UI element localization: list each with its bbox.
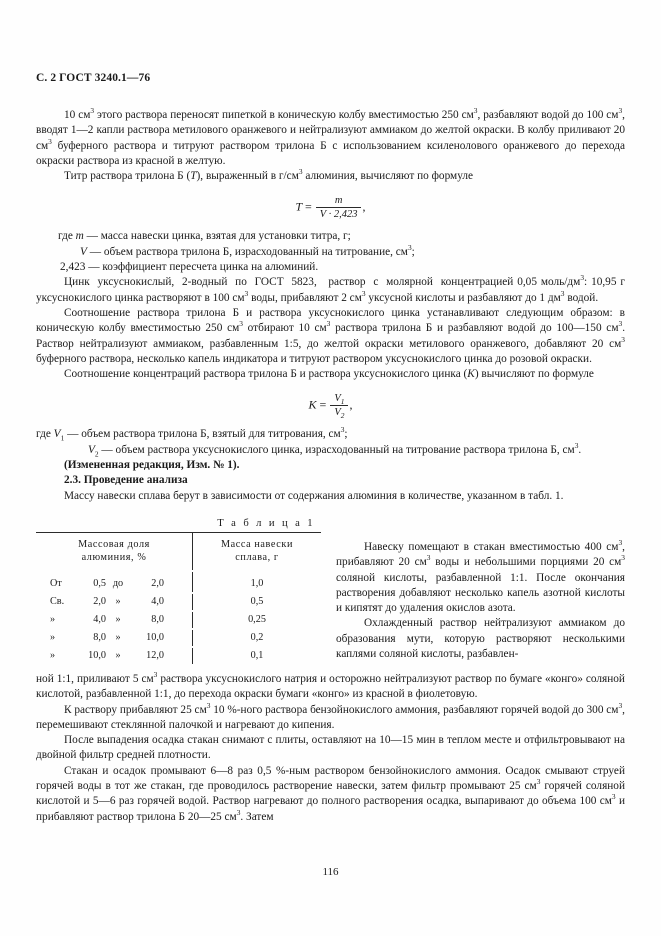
table-header-sample-mass-line1: Масса навески	[220, 538, 294, 550]
table-cell-range	[36, 593, 193, 611]
formula-ratio-comma: ,	[349, 397, 353, 412]
side-paragraph-2: Охлажденный раствор нейтрализуют аммиаком до образования мути, которую растворяют несколькими каплями соляной кислоты, разбавлен-	[336, 617, 625, 661]
table-cell-mass: 0,1	[250, 649, 264, 661]
definition-v2: $V_2$ — объем раствора уксуснокислого цинка, израсходованный на титрование раствора трилона Б, $см^3$.	[88, 440, 582, 458]
formula-titer	[36, 195, 625, 220]
definition-coefficient: 2,423 — коэффициент пересчета цинка на алюминий.	[60, 261, 319, 274]
table-row	[36, 571, 321, 593]
formula-ratio	[36, 393, 625, 421]
paragraph-8: К раствору прибавляют 25 $см^3$ 10 %-ного раствора бензойнокислого аммония, разбавляют горячей водой до 300 $см^3$, перемешивают стеклянной палочкой и нагревают до кипения.	[36, 700, 625, 731]
where-block-2	[36, 427, 625, 458]
range-to: 12,0	[146, 649, 164, 661]
table-1-caption: Т а б л и ц а 1	[217, 517, 315, 529]
formula-ratio-equals: =	[319, 397, 327, 412]
formula-ratio-denominator: $V_2$	[330, 405, 348, 418]
range-mid: »	[115, 613, 121, 625]
where-block-1	[36, 229, 625, 275]
table-header-sample-mass-line2: сплава, г	[235, 551, 279, 563]
table-row	[36, 629, 321, 647]
table-cell-range	[36, 571, 193, 593]
table-row	[36, 593, 321, 611]
paragraph-10: Стакан и осадок промывают 6—8 раз 0,5 %-ным раствором бензойнокислого аммония. Осадок смывают струей горячей воды в тот же стакан, где проводилось растворение навески, затем фильтр промывают 25 $см^3$ горячей соляной кислотой и 5—6 раз горячей водой. Раствор нагревают до полного растворения осадка, выпаривают до объема 100 $см^3$ и прибавляют раствор трилона Б 20—25 $см^3$. Затем	[36, 764, 626, 823]
range-to: 8,0	[151, 613, 164, 625]
paragraph-9: После выпадения осадка стакан снимают с плиты, оставляют на 10—15 мин в теплом месте и отфильтровывают на двойной фильтр средней плотности.	[36, 734, 625, 762]
paragraph-2: Титр раствора трилона Б (Т), выраженный в $г/см^3$ алюминия, вычисляют по формуле	[64, 167, 474, 183]
definition-v1: где $V_1$ — объем раствора трилона Б, взятый для титрования, $см^3$;	[36, 425, 348, 443]
formula-ratio-fraction	[330, 393, 348, 421]
formula-ratio-numerator: $V_1$	[334, 393, 345, 407]
table-cell-range	[36, 611, 193, 629]
range-mid: до	[112, 577, 124, 589]
table-header-mass-fraction-line2: алюминия, %	[81, 551, 147, 563]
range-prefix: »	[50, 649, 56, 661]
formula-titer-lhs: T	[295, 199, 302, 214]
formula-titer-comma: ,	[362, 199, 366, 214]
table-cell-mass: 0,2	[250, 631, 264, 643]
table-row	[36, 611, 321, 629]
range-from: 10,0	[88, 649, 106, 661]
formula-titer-fraction	[316, 195, 362, 220]
range-prefix: »	[50, 631, 56, 643]
range-prefix: Св.	[50, 595, 65, 607]
paragraph-3: Цинк уксуснокислый, 2-водный по ГОСТ 5823, раствор с молярной концентрацией 0,05 моль/$дм^3$: 10,95 г уксуснокислого цинка растворяют в 100 $см^3$ воды, прибавляют 2 $см^3$ уксусной кислоты и разбавляют до 1 $дм^3$ водой.	[36, 273, 625, 304]
range-mid: »	[115, 649, 121, 661]
table-header-mass-fraction	[36, 532, 193, 571]
table-cell-mass: 0,25	[248, 613, 266, 625]
formula-titer-numerator: m	[334, 195, 343, 207]
range-from: 0,5	[93, 577, 106, 589]
table-cell-range	[36, 647, 193, 664]
definition-v: V — объем раствора трилона Б, израсходованный на титрование, $см^3$;	[80, 243, 415, 258]
range-prefix: От	[50, 577, 62, 589]
side-paragraph-1: Навеску помещают в стакан вместимостью 400 $см^3$, прибавляют 20 $см^3$ воды и небольшими порциями 20 $см^3$ соляной кислоты, разбавленной 1:1. После окончания растворения добавляют несколько капель азотной кислоты и кипятят до удаления окислов азота.	[336, 538, 625, 615]
section-heading-2-3: 2.3. Проведение анализа	[64, 474, 188, 487]
page-header: С. 2 ГОСТ 3240.1—76	[36, 72, 151, 84]
range-to: 2,0	[151, 577, 164, 589]
page-number: 116	[322, 866, 339, 878]
table-1	[36, 532, 321, 664]
range-to: 4,0	[151, 595, 164, 607]
range-from: 4,0	[93, 613, 106, 625]
table-cell-range	[36, 629, 193, 647]
paragraph-6: Массу навески сплава берут в зависимости от содержания алюминия в количестве, указанном в табл. 1.	[64, 489, 564, 502]
table-1-block	[36, 518, 625, 664]
paragraph-7: ной 1:1, приливают 5 $см^3$ раствора уксуснокислого натрия и осторожно нейтрализуют раствор по бумаге «конго» соляной кислотой, разбавленной 1:1, до перехода окраски бумаги «конго» из красной в фиолетовую.	[36, 670, 625, 701]
revision-note: (Измененная редакция, Изм. № 1).	[64, 459, 240, 472]
formula-titer-equals: =	[304, 199, 312, 214]
table-body	[36, 571, 321, 664]
paragraph-4: Соотношение раствора трилона Б и раствора уксуснокислого цинка устанавливают следующим образом: в коническую колбу вместимостью 250 $см^3$ отбирают 10 $см^3$ раствора трилона Б и разбавляют водой до 100—150 $см^3$. Раствор нейтрализуют аммиаком, разбавленным 1:5, до желтой окраски метилового оранжевого, добавляют 20 $см^3$ буферного раствора, несколько капель индикатора и титруют раствором уксуснокислого цинка до розовой окраски.	[36, 306, 626, 365]
table-cell-mass: 0,5	[250, 595, 264, 607]
formula-ratio-lhs: K	[308, 397, 317, 412]
paragraph-1-text: 10 $см^3$ этого раствора переносят пипеткой в коническую колбу вместимостью 250 $см^3$, разбавляют водой до 100 $см^3$, вводят 1—2 капли раствора метилового оранжевого и нейтрализуют аммиаком до желтой окраски. В колбу приливают 20 $см^3$ буферного раствора и титруют раствором трилона Б с использованием ксиленолового оранжевого до перехода окраски раствора из красной в желтую.	[36, 106, 625, 167]
table-header-sample-mass	[193, 532, 322, 571]
range-to: 10,0	[146, 631, 164, 643]
table-header-mass-fraction-line1: Массовая доля	[78, 538, 150, 550]
paragraph-1	[36, 108, 625, 169]
table-row	[36, 647, 321, 664]
range-prefix: »	[50, 613, 56, 625]
paragraph-5: Соотношение концентраций раствора трилона Б и раствора уксуснокислого цинка (K) вычисляют по формуле	[64, 368, 594, 381]
range-mid: »	[115, 631, 121, 643]
range-mid: »	[115, 595, 121, 607]
range-from: 2,0	[93, 595, 106, 607]
table-cell-mass: 1,0	[250, 577, 264, 589]
definition-m: где m — масса навески цинка, взятая для установки титра, г;	[58, 230, 351, 243]
page-content	[36, 0, 625, 825]
table-header-row	[36, 532, 321, 571]
range-from: 8,0	[93, 631, 106, 643]
side-column	[336, 540, 625, 662]
formula-titer-denominator: V · 2,423	[316, 207, 362, 220]
